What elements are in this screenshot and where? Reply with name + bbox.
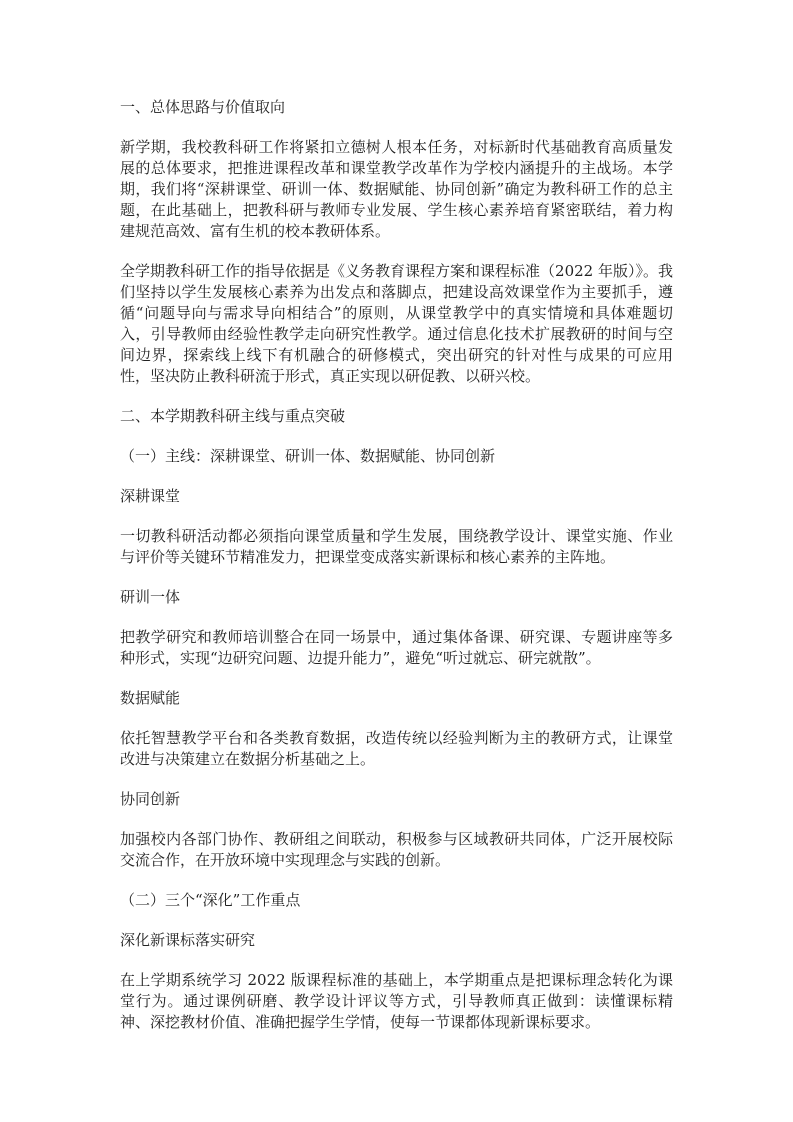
item-body-shuju-funeng: 依托智慧教学平台和各类教育数据，改造传统以经验判断为主的教研方式，让课堂改进与决策建立在数据分析基础之上。 [120,729,673,768]
item-body-yanxun-yiti: 把教学研究和教师培训整合在同一场景中，通过集体备课、研究课、专题讲座等多种形式，实现“边研究问题、边提升能力”，避免“听过就忘、研完就散”。 [120,628,673,667]
item-title-yanxun-yiti: 研训一体 [120,588,181,606]
item-body-shengeng-ketang: 一切教科研活动都必须指向课堂质量和学生发展，围绕教学设计、课堂实施、作业与评价等关键环节精准发力，把课堂变成落实新课标和核心素养的主阵地。 [120,527,673,566]
subsection-2-heading: （二）三个“深化”工作重点 [120,891,301,909]
section-1-paragraph-1: 新学期，我校教科研工作将紧扣立德树人根本任务，对标新时代基础教育高质量发展的总体要求，把推进课程改革和课堂教学改革作为学校内涵提升的主战场。本学期，我们将“深耕课堂、研训一体、数据赋能、协同创新”确定为教科研工作的总主题，在此基础上，把教科研与教师专业发展、学生核心素养培育紧密联结，着力构建规范高效、富有生机的校本教研体系。 [120,138,673,240]
item-title-shenhua-xinkebiao: 深化新课标落实研究 [120,931,256,949]
item-title-xietong-chuangxin: 协同创新 [120,790,181,808]
item-title-shuju-funeng: 数据赋能 [120,689,181,707]
item-body-xietong-chuangxin: 加强校内各部门协作、教研组之间联动，积极参与区域教研共同体，广泛开展校际交流合作，在开放环境中实现理念与实践的创新。 [120,830,673,869]
subsection-1-heading: （一）主线：深耕课堂、研训一体、数据赋能、协同创新 [120,447,496,465]
section-1-paragraph-2: 全学期教科研工作的指导依据是《义务教育课程方案和课程标准（2022 年版）》。我们坚持以学生发展核心素养为出发点和落脚点，把建设高效课堂作为主要抓手，遵循“问题导向与需求导向相结合”的原则，从课堂教学中的真实情境和具体难题切入，引导教师由经验性教学走向研究性教学。通过信息化技术扩展教研的时间与空间边界，探索线上线下有机融合的研修模式，突出研究的针对性与成果的可应用性，坚决防止教科研流于形式，真正实现以研促教、以研兴校。 [120,262,673,385]
item-body-shenhua-xinkebiao: 在上学期系统学习 2022 版课程标准的基础上，本学期重点是把课标理念转化为课堂行为。通过课例研磨、教学设计评议等方式，引导教师真正做到：读懂课标精神、深挖教材价值、准确把握学生学情，使每一节课都体现新课标要求。 [120,971,673,1031]
section-1-heading: 一、总体思路与价值取向 [120,98,286,116]
item-title-shengeng-ketang: 深耕课堂 [120,487,181,505]
section-2-heading: 二、本学期教科研主线与重点突破 [120,407,346,425]
